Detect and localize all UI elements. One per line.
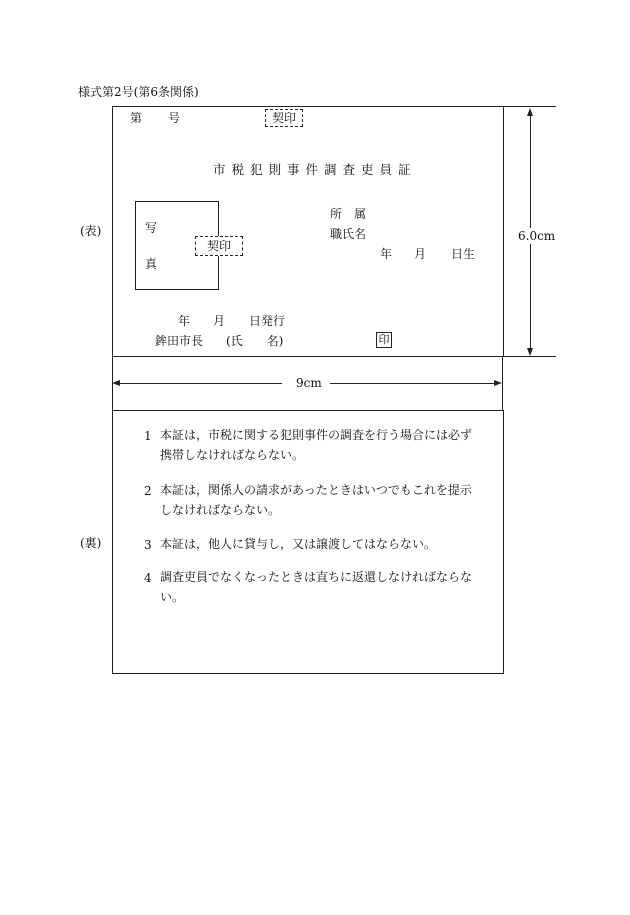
back-item-text: 本証は，市税に関する犯則事件の調査を行う場合には必ず携帯しなければならない。 — [160, 428, 473, 462]
shokushimei-label: 職氏名 — [330, 227, 367, 241]
birth-nen: 年 — [380, 247, 393, 261]
form-title: 様式第2号(第6条関係) — [78, 85, 199, 99]
birth-tsuki: 月 — [414, 247, 427, 261]
front-bottom-line — [112, 356, 556, 357]
left-connector — [112, 356, 113, 410]
back-item-text: 本証は，他人に貸与し，又は譲渡してはならない。 — [160, 537, 437, 551]
shozoku-label: 所 属 — [330, 207, 367, 221]
back-item-number: 4 — [144, 571, 152, 585]
issue-hi: 日発行 — [249, 314, 286, 328]
card-title: 市税犯則事件調査吏員証 — [213, 162, 417, 177]
back-item-number: 1 — [144, 429, 152, 443]
width-label: 9cm — [296, 376, 322, 390]
issue-nen: 年 — [178, 314, 191, 328]
photo-label-2: 真 — [145, 257, 158, 271]
width-dimension-line-left — [116, 383, 282, 384]
photo-label-1: 写 — [145, 221, 158, 235]
width-arrow-left — [112, 380, 120, 386]
keiin-stamp-top — [265, 109, 303, 127]
back-item-text: 調査吏員でなくなったときは直ちに返還しなければならない。 — [160, 570, 473, 604]
number-dai: 第 — [130, 111, 143, 125]
birth-hi: 日生 — [451, 247, 476, 261]
front-top-extension — [502, 106, 556, 107]
back-item-text: 本証は，関係人の請求があったときはいつでもこれを提示しなければならない。 — [160, 483, 472, 517]
issuer: 鉾田市長 — [155, 334, 204, 348]
issue-tsuki: 月 — [213, 314, 226, 328]
height-arrow-down — [527, 348, 533, 356]
seal-label: 印 — [378, 333, 390, 346]
issuer-name-placeholder: (氏 名) — [226, 334, 284, 348]
keiin-stamp-photo — [195, 236, 243, 256]
height-label: 6.0cm — [518, 229, 556, 243]
height-arrow-up — [527, 108, 533, 116]
width-arrow-right — [494, 380, 502, 386]
keiin-label: 契印 — [271, 111, 296, 125]
right-connector — [502, 356, 503, 410]
back-item-number: 2 — [144, 484, 152, 498]
front-side-label: (表) — [80, 224, 102, 238]
number-go: 号 — [168, 111, 181, 125]
seal-stamp — [376, 332, 392, 348]
back-side-label: (裏) — [80, 536, 102, 550]
width-dimension-line-right — [330, 383, 498, 384]
back-item-number: 3 — [144, 538, 152, 552]
keiin-photo-label: 契印 — [206, 239, 231, 253]
